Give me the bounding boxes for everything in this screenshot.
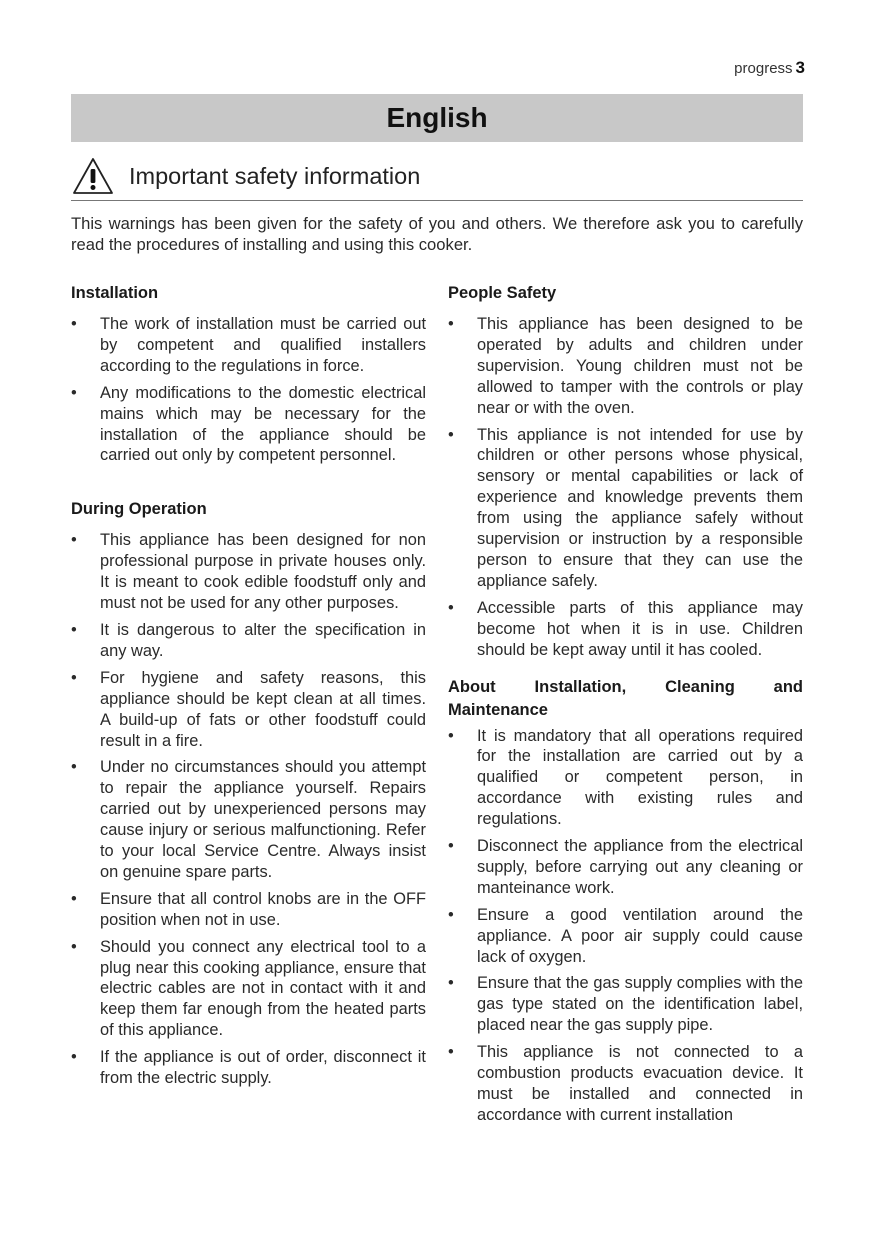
installation-title: Installation bbox=[71, 284, 159, 302]
bullet-icon: • bbox=[71, 889, 77, 908]
bullet-icon: • bbox=[71, 1048, 77, 1067]
about-installation-title: About Installation, Cleaning and Maintenance bbox=[448, 677, 803, 719]
list-item: • This appliance is not intended for use by children or other persons whose physical, sensory or mental capabilities or lack of experience and knowledge prevents them from using the appliance safely without supervision or instruction by a responsible person to ensure that they can use the appliance safely. bbox=[448, 425, 803, 590]
bullet-icon: • bbox=[71, 620, 77, 639]
right-column bbox=[448, 282, 803, 1132]
safety-title: Important safety information bbox=[129, 162, 421, 189]
bullet-icon: • bbox=[448, 315, 454, 333]
safety-intro: This warnings has been given for the safety of you and others. We therefore ask you to carefully read the procedures of installing and using this cooker. bbox=[71, 214, 803, 254]
list-item: • If the appliance is out of order, disconnect it from the electric supply. bbox=[71, 1048, 426, 1088]
brand-name: progress bbox=[734, 60, 793, 77]
during-operation-title: During Operation bbox=[71, 500, 207, 519]
bullet-icon: • bbox=[71, 758, 77, 777]
bullet-icon: • bbox=[448, 598, 454, 617]
list-item: • This appliance is not connected to a combustion products evacuation device. It must be installed and connected in accordance with current installation bbox=[448, 1043, 803, 1124]
list-item: • It is mandatory that all operations required for the installation are carried out by a qualified or competent person, in accordance with existing rules and regulations. bbox=[448, 726, 803, 829]
list-item: • Accessible parts of this appliance may become hot when it is in use. Children should be kept away until it has cooled. bbox=[448, 598, 803, 659]
bullet-icon: • bbox=[448, 425, 454, 444]
list-item: • This appliance has been designed for non professional purpose in private houses only. It is meant to cook edible foodstuff only and must not be used for any other purposes. bbox=[71, 531, 426, 613]
list-item: • This appliance has been designed to be operated by adults and children under supervision. Young children must not be allowed to tamper with the controls or play near or with the oven. bbox=[448, 315, 803, 417]
people-safety-title: People Safety bbox=[448, 284, 557, 302]
language-title: English bbox=[386, 102, 488, 133]
bullet-icon: • bbox=[71, 668, 77, 687]
bullet-icon: • bbox=[448, 1043, 454, 1062]
left-column bbox=[71, 282, 426, 1095]
during-operation-list bbox=[71, 530, 426, 1089]
people-safety-list bbox=[448, 314, 803, 661]
bullet-icon: • bbox=[448, 905, 454, 924]
bullet-icon: • bbox=[71, 315, 77, 333]
list-item: • Should you connect any electrical tool to a plug near this cooking appliance, ensure that electric cables are not in contact with it and keep them far enough from the heated parts of this appliance. bbox=[71, 937, 426, 1040]
list-item: • Disconnect the appliance from the electrical supply, before carrying out any cleaning or manteinance work. bbox=[448, 837, 803, 897]
list-item: • Ensure that the gas supply complies with the gas type stated on the identification label, placed near the gas supply pipe. bbox=[448, 974, 803, 1035]
list-item: • Under no circumstances should you attempt to repair the appliance yourself. Repairs carried out by unexperienced persons may cause injury or serious malfunctioning. Refer to your local Service Centre. Always insist on genuine spare parts. bbox=[71, 758, 426, 881]
list-item: • For hygiene and safety reasons, this appliance should be kept clean at all times. A build-up of fats or other foodstuff could result in a fire. bbox=[71, 668, 426, 750]
language-banner bbox=[71, 94, 803, 142]
list-item: • Ensure that all control knobs are in the OFF position when not in use. bbox=[71, 889, 426, 929]
list-item: • It is dangerous to alter the specification in any way. bbox=[71, 620, 426, 660]
safety-heading bbox=[71, 152, 803, 201]
page-header bbox=[734, 58, 805, 78]
list-item: • Ensure a good ventilation around the appliance. A poor air supply could cause lack of oxygen. bbox=[448, 905, 803, 966]
bullet-icon: • bbox=[448, 726, 454, 745]
warning-icon bbox=[71, 156, 115, 196]
list-item: • The work of installation must be carried out by competent and qualified installers according to the regulations in force. bbox=[71, 315, 426, 375]
page-number: 3 bbox=[795, 58, 805, 77]
bullet-icon: • bbox=[448, 974, 454, 993]
installation-list bbox=[71, 314, 426, 466]
bullet-icon: • bbox=[448, 837, 454, 856]
bullet-icon: • bbox=[71, 531, 77, 550]
bullet-icon: • bbox=[71, 937, 77, 956]
about-installation-list bbox=[448, 726, 803, 1126]
list-item: • Any modifications to the domestic electrical mains which may be necessary for the installation of the appliance should be carried out only by competent personnel. bbox=[71, 383, 426, 465]
bullet-icon: • bbox=[71, 383, 77, 402]
